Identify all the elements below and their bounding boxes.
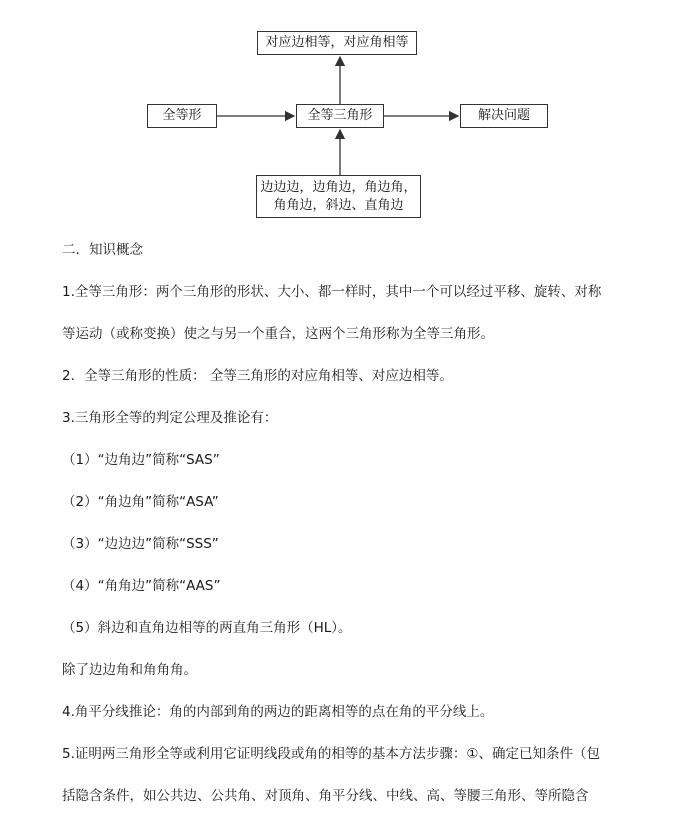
box-criteria (256, 175, 421, 218)
concept-diagram (0, 0, 683, 225)
paragraph-exclusion: 除了边边角和角角角。 (62, 662, 197, 678)
box-center-label: 全等三角形 (307, 108, 373, 123)
paragraph-bisector: 4.角平分线推论：角的内部到角的两边的距离相等的点在角的平分线上。 (62, 704, 494, 720)
list-item-asa: （2）“角边角”简称“ASA” (62, 494, 219, 510)
section-heading: 二．知识概念 (62, 242, 143, 258)
paragraph-proof-steps: 5.证明两三角形全等或利用它证明线段或角的相等的基本方法步骤：①、确定已知条件（包 (62, 746, 600, 762)
list-item-sas: （1）“边角边”简称“SAS” (62, 452, 220, 468)
paragraph-criteria: 3.三角形全等的判定公理及推论有： (62, 410, 278, 426)
paragraph-proof-steps-cont: 括隐含条件，如公共边、公共角、对顶角、角平分线、中线、高、等腰三角形、等所隐含 (62, 788, 589, 804)
list-item-aas: （4）“角角边”简称“AAS” (62, 578, 221, 594)
box-top-label: 对应边相等，对应角相等 (265, 35, 409, 50)
list-item-hl: （5）斜边和直角边相等的两直角三角形（HL）。 (62, 620, 352, 636)
list-item-sss: （3）“边边边”简称“SSS” (62, 536, 219, 552)
box-left-label: 全等形 (162, 108, 202, 123)
box-bottom-line2: 角角边，斜边、直角边 (273, 197, 404, 213)
box-congruent-triangle (296, 104, 384, 128)
paragraph-definition-cont: 等运动（或称变换）使之与另一个重合，这两个三角形称为全等三角形。 (62, 326, 494, 342)
box-right-label: 解决问题 (477, 108, 530, 123)
box-congruent-figure (147, 104, 217, 128)
box-bottom-line1: 边边边，边角边，角边角， (260, 179, 417, 195)
box-corresponding-equal (257, 31, 417, 55)
box-solve-problem (460, 104, 548, 128)
paragraph-properties: 2．全等三角形的性质： 全等三角形的对应角相等、对应边相等。 (62, 368, 453, 384)
paragraph-definition: 1.全等三角形：两个三角形的形状、大小、都一样时，其中一个可以经过平移、旋转、对称 (62, 284, 602, 300)
